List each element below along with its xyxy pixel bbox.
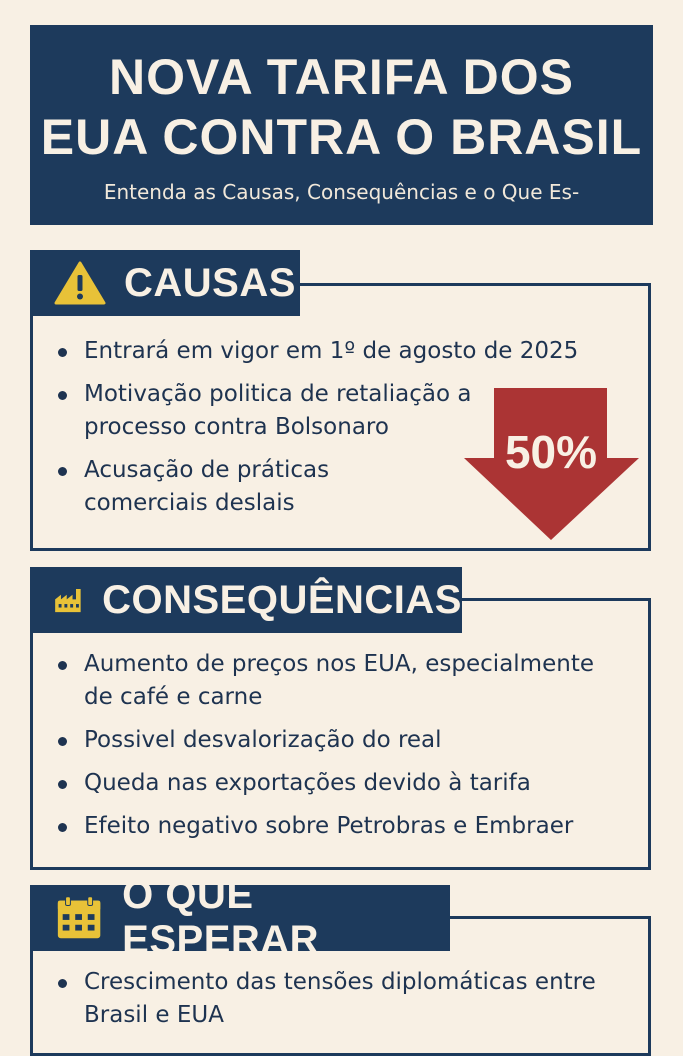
header-banner — [30, 25, 653, 225]
causas-label: CAUSAS — [124, 260, 296, 305]
list-item: Aumento de preços nos EUA, especialmente de café e carne — [56, 648, 616, 714]
list-item: Queda nas exportações devido à tarifa — [56, 767, 616, 800]
factory-icon — [54, 577, 84, 623]
page-title — [30, 47, 653, 167]
warning-icon — [54, 260, 106, 306]
consequencias-tab — [30, 567, 462, 633]
title-line-2: EUA CONTRA O BRASIL — [40, 109, 643, 165]
o-que-esperar-list — [56, 966, 616, 1042]
o-que-esperar-label: O QUE ESPERAR — [122, 873, 320, 962]
list-item: Motivação politica de retaliação a processo contra Bolsonaro — [56, 378, 476, 444]
list-item: Entrará em vigor em 1º de agosto de 2025 — [56, 335, 604, 368]
consequencias-label: CONSEQUÊNCIAS — [102, 577, 462, 622]
title-line-1: NOVA TARIFA DOS — [109, 49, 574, 105]
consequencias-list — [56, 648, 616, 853]
list-item: Crescimento das tensões diplomáticas entre Brasil e EUA — [56, 966, 616, 1032]
causas-tab — [30, 250, 300, 316]
list-item: Possivel desvalorização do real — [56, 724, 616, 757]
list-item: Efeito negativo sobre Petrobras e Embraer — [56, 810, 616, 843]
tariff-percent-badge: 50% — [504, 426, 598, 478]
page-subtitle: Entenda as Causas, Consequências e o Que Es- — [103, 180, 580, 204]
calendar-icon — [54, 895, 104, 941]
o-que-esperar-tab — [30, 873, 450, 962]
down-arrow-icon — [464, 388, 639, 540]
list-item: Acusação de práticas comerciais deslais — [56, 454, 354, 520]
